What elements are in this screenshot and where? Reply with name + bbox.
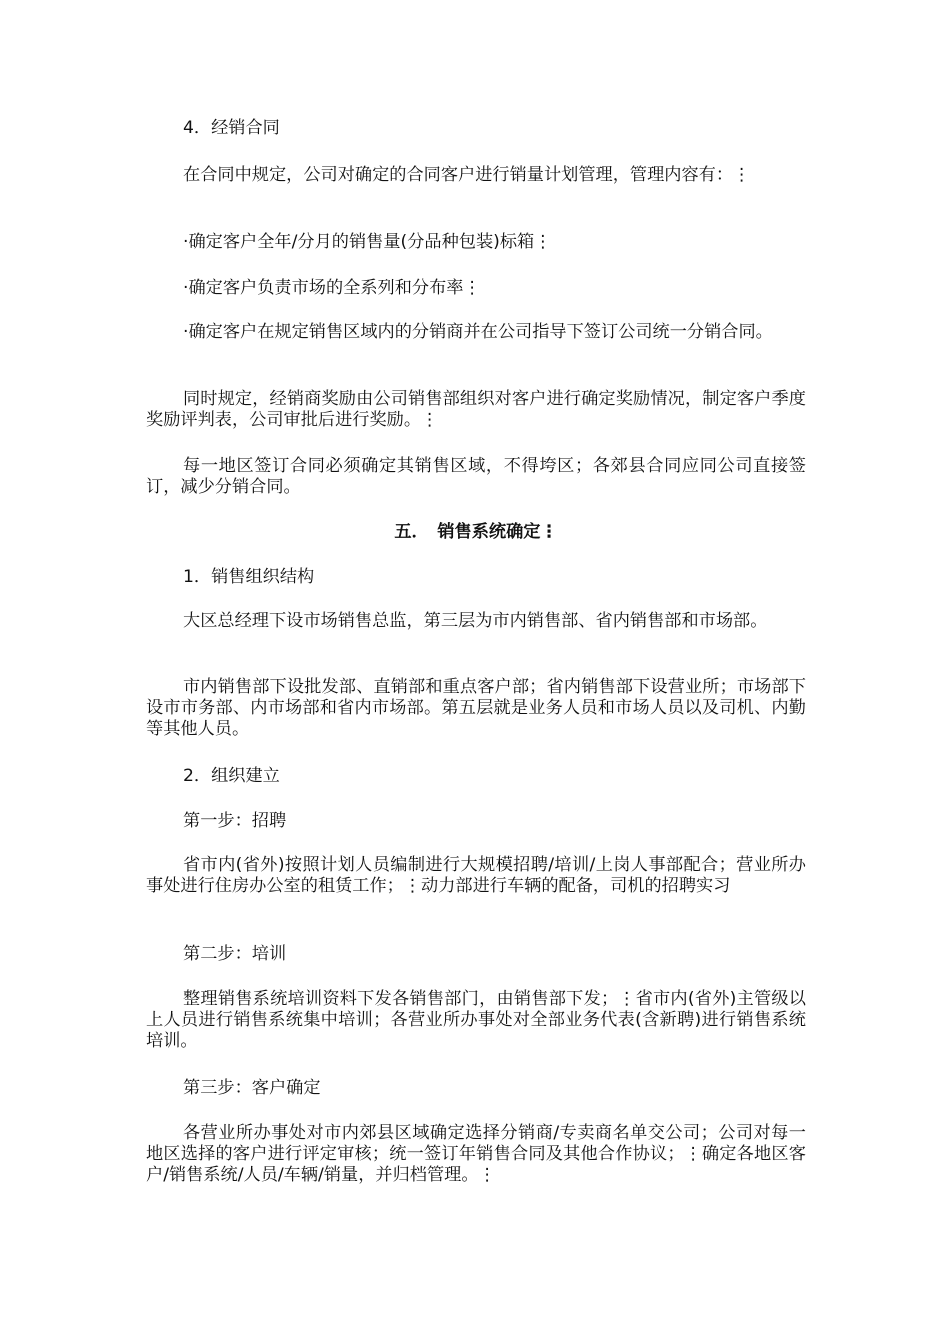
customer-paragraph: 各营业所办事处对市内郊县区域确定选择分销商/专卖商名单交公司；公司对每一地区选择的客户进行评定审核；统一签订年销售合同及其他合作协议；⋮确定各地区客户/销售系统/人员/车辆/销量，并归档管理。⋮ [146,1123,806,1185]
section-5-heading: 五． 销售系统确定⋮ [394,522,558,542]
departments-paragraph: 市内销售部下设批发部、直销部和重点客户部；省内销售部下设营业所；市场部下设市市务部、内市场部和省内市场部。第五层就是业务人员和市场人员以及司机、内勤等其他人员。 [146,677,806,739]
bullet-market-series: ·确定客户负责市场的全系列和分布率⋮ [183,278,481,298]
bullet-distributors: ·确定客户在规定销售区域内的分销商并在公司指导下签订公司统一分销合同。 [183,322,773,342]
recruitment-paragraph: 省市内(省外)按照计划人员编制进行大规模招聘/培训/上岗人事部配合；营业所办事处进行住房办公室的租赁工作；⋮动力部进行车辆的配备，司机的招聘实习 [146,855,806,896]
org-structure-paragraph: 大区总经理下设市场销售总监，第三层为市内销售部、省内销售部和市场部。 [183,611,768,631]
section-4-title: 4．经销合同 [183,118,280,138]
subsection-2-title: 2．组织建立 [183,766,280,786]
bullet-sales-volume: ·确定客户全年/分月的销售量(分品种包装)标箱⋮ [183,232,552,252]
step-1-title: 第一步：招聘 [183,811,287,831]
contract-intro-paragraph: 在合同中规定，公司对确定的合同客户进行销量计划管理，管理内容有：⋮ [183,165,751,185]
step-3-title: 第三步：客户确定 [183,1078,321,1098]
region-paragraph: 每一地区签订合同必须确定其销售区域，不得垮区；各郊县合同应同公司直接签订，减少分销合同。 [146,456,806,497]
step-2-title: 第二步：培训 [183,944,287,964]
training-paragraph: 整理销售系统培训资料下发各销售部门，由销售部下发；⋮省市内(省外)主管级以上人员进行销售系统集中培训；各营业所办事处对全部业务代表(含新聘)进行销售系统培训。 [146,989,806,1051]
subsection-1-title: 1．销售组织结构 [183,567,315,587]
reward-paragraph: 同时规定，经销商奖励由公司销售部组织对客户进行确定奖励情况，制定客户季度奖励评判表，公司审批后进行奖励。⋮ [146,389,806,430]
